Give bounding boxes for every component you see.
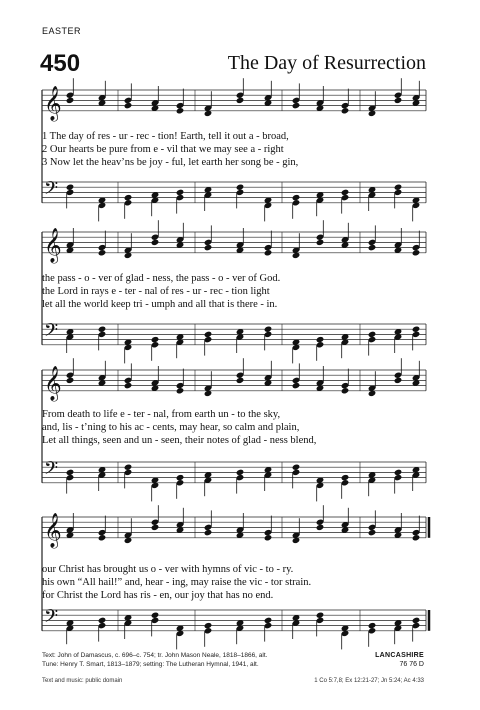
note-head: [316, 524, 325, 531]
note-head: [368, 244, 377, 251]
bass-clef-icon: 𝄢: [44, 458, 59, 484]
note-head: [236, 97, 245, 104]
note-head: [124, 382, 133, 389]
lyric-line: 1 The day of res - ur - rec - tion! Earth, tell it out a - broad,: [42, 131, 289, 142]
lyric-line: Let all things, seen and un - seen, their notes of glad - ness blend,: [42, 435, 317, 446]
note-head: [151, 524, 160, 531]
note-head: [66, 377, 75, 384]
lyric-line: our Christ has brought us o - ver with hymns of vic - to - ry.: [42, 564, 294, 575]
note-head: [412, 534, 421, 541]
lyrics-system-1: [42, 130, 442, 169]
note-head: [66, 97, 75, 104]
bass-clef-icon: 𝄢: [44, 606, 59, 632]
note-head: [292, 382, 301, 389]
lyric-line: the pass - o - ver of glad - ness, the pass - o - ver of God.: [42, 273, 281, 284]
treble-clef-icon: 𝄞: [44, 512, 62, 548]
note-head: [98, 249, 107, 256]
note-head: [98, 534, 107, 541]
copyright-note: Text and music: public domain: [42, 678, 123, 684]
note-head: [176, 387, 185, 394]
treble-clef-icon: 𝄞: [44, 365, 62, 401]
lyric-line: his own “All hail!” and, hear - ing, may raise the vic - tor strain.: [42, 577, 312, 588]
lyrics-system-4: [42, 563, 442, 602]
note-head: [236, 377, 245, 384]
note-head: [204, 529, 213, 536]
note-head: [204, 244, 213, 251]
lyric-line: the Lord in rays e - ter - nal of res - ur - rec - tion light: [42, 286, 270, 297]
lyrics-system-3: [42, 408, 442, 447]
note-head: [412, 249, 421, 256]
note-head: [368, 529, 377, 536]
tune-name: LANCASHIRE: [375, 652, 424, 659]
hymn-title: The Day of Resurrection: [227, 52, 426, 74]
tune-info: [375, 651, 424, 669]
lyrics-system-2: [42, 272, 442, 311]
treble-clef-icon: 𝄞: [44, 227, 62, 263]
note-head: [394, 97, 403, 104]
bass-clef-icon: 𝄢: [44, 320, 59, 346]
lyric-line: for Christ the Lord has ris - en, our joy that has no end.: [42, 590, 274, 601]
scripture-refs: 1 Co 5:7,8; Ex 12:21-27; Jn 5:24; Ac 4:33: [314, 678, 424, 684]
note-head: [264, 249, 273, 256]
tune-credit: Tune: Henry T. Smart, 1813–1879; setting: The Lutheran Hymnal, 1941, alt.: [42, 661, 259, 668]
note-head: [176, 107, 185, 114]
bass-clef-icon: 𝄢: [44, 178, 59, 204]
credits: [42, 651, 267, 669]
hymn-number: 450: [40, 50, 81, 77]
note-head: [264, 534, 273, 541]
note-head: [316, 239, 325, 246]
lyric-line: and, lis - t’ning to his ac - cents, may hear, so calm and plain,: [42, 422, 300, 433]
section-label: EASTER: [42, 26, 82, 36]
text-credit: Text: John of Damascus, c. 696–c. 754; tr. John Mason Neale, 1818–1866, alt.: [42, 652, 268, 659]
note-head: [341, 387, 350, 394]
note-head: [292, 102, 301, 109]
treble-clef-icon: 𝄞: [44, 85, 62, 121]
note-head: [124, 102, 133, 109]
note-head: [394, 377, 403, 384]
lyric-line: From death to life e - ter - nal, from earth un - to the sky,: [42, 409, 281, 420]
lyric-line: let all the world keep tri - umph and all that is there - in.: [42, 299, 278, 310]
note-head: [151, 239, 160, 246]
note-head: [341, 107, 350, 114]
lyric-line: 3 Now let the heav’ns be joy - ful, let earth her song be - gin,: [42, 157, 299, 168]
lyric-line: 2 Our hearts be pure from e - vil that we may see a - right: [42, 144, 284, 155]
meter: 76 76 D: [399, 661, 424, 668]
